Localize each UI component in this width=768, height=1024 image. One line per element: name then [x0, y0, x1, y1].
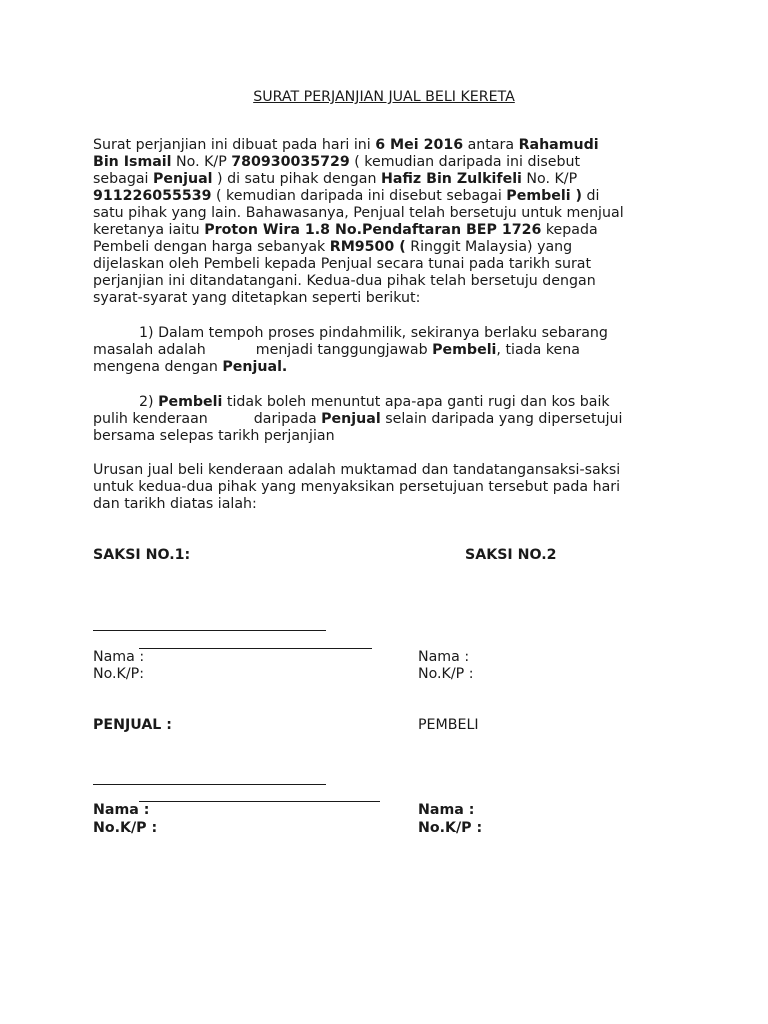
closing-paragraph [93, 462, 653, 513]
witness-1-name-label: Nama : [93, 649, 145, 665]
intro-text: ) di satu pihak dengan [212, 171, 381, 187]
intro-text: di [582, 188, 600, 204]
seller-role: Penjual [152, 171, 213, 187]
clause-text: daripada [253, 411, 322, 427]
closing-text: untuk kedua-dua pihak yang menyaksikan persetujuan tersebut pada hari [93, 479, 621, 495]
intro-text: Pembeli dengan harga sebanyak [93, 239, 330, 255]
clause-2 [93, 394, 653, 445]
clause-bold: Penjual. [222, 359, 288, 375]
intro-text: No. K/P [171, 154, 232, 170]
agreement-date: 6 Mei 2016 [375, 137, 464, 153]
buyer-heading: PEMBELI [418, 717, 479, 733]
clause-bold: Pembeli [432, 342, 497, 358]
intro-text: ( kemudian daripada ini disebut [349, 154, 581, 170]
intro-text: perjanjian ini ditandatangani. Kedua-dua pihak telah bersetuju dengan [93, 273, 596, 289]
intro-text: antara [463, 137, 519, 153]
closing-text: dan tarikh diatas ialah: [93, 496, 257, 512]
seller-name: Rahamudi [518, 137, 599, 153]
buyer-signature-line [139, 801, 380, 802]
clause-bold: Pembeli [158, 394, 223, 410]
intro-text: dijelaskan oleh Pembeli kepada Penjual secara tunai pada tarikh surat [93, 256, 592, 272]
witness-1-ic-label: No.K/P: [93, 666, 144, 682]
buyer-name-label: Nama : [418, 802, 475, 818]
intro-text: sebagai [93, 171, 153, 187]
witness-2-ic-label: No.K/P : [418, 666, 474, 682]
closing-text: Urusan jual beli kenderaan adalah muktamad dan tandatangansaksi-saksi [93, 462, 621, 478]
seller-ic-label: No.K/P : [93, 820, 158, 836]
intro-text: kepada [541, 222, 598, 238]
intro-text: keretanya iaitu [93, 222, 205, 238]
seller-name: Bin Ismail [93, 154, 172, 170]
witness-1-heading: SAKSI NO.1: [93, 547, 191, 563]
clause-text: , tiada kena [496, 342, 580, 358]
clause-text: 2) [139, 394, 159, 410]
intro-text: syarat-syarat yang ditetapkan seperti berikut: [93, 290, 421, 306]
buyer-ic-label: No.K/P : [418, 820, 483, 836]
buyer-ic: 911226055539 [93, 188, 212, 204]
clause-text: mengena dengan [93, 359, 223, 375]
clause-text: pulih kenderaan [93, 411, 208, 427]
seller-heading: PENJUAL : [93, 717, 172, 733]
clause-text: 1) Dalam tempoh proses pindahmilik, sekiranya berlaku sebarang [139, 325, 608, 341]
witness-1-signature-line [93, 630, 326, 631]
buyer-role: Pembeli ) [506, 188, 583, 204]
intro-text: satu pihak yang lain. Bahawasanya, Penjual telah bersetuju untuk menjual [93, 205, 624, 221]
intro-text: No. K/P [521, 171, 578, 187]
seller-signature-line [93, 784, 326, 785]
clause-text: bersama selepas tarikh perjanjian [93, 428, 335, 444]
buyer-name: Hafiz Bin Zulkifeli [380, 171, 522, 187]
witness-2-heading: SAKSI NO.2 [465, 547, 557, 563]
seller-name-label: Nama : [93, 802, 150, 818]
intro-text: ( kemudian daripada ini disebut sebagai [211, 188, 507, 204]
intro-paragraph [93, 137, 653, 307]
intro-text: Surat perjanjian ini dibuat pada hari ini [93, 137, 376, 153]
witness-2-signature-line [139, 648, 372, 649]
clause-text: selain daripada yang dipersetujui [380, 411, 623, 427]
clause-text: masalah adalah [93, 342, 206, 358]
document-title: SURAT PERJANJIAN JUAL BELI KERETA [253, 89, 515, 105]
seller-ic: 780930035729 [231, 154, 350, 170]
clause-bold: Penjual [321, 411, 381, 427]
witness-2-name-label: Nama : [418, 649, 470, 665]
clause-text: tidak boleh menuntut apa-apa ganti rugi dan kos baik [222, 394, 610, 410]
clause-1 [93, 325, 653, 376]
clause-text: menjadi tanggungjawab [255, 342, 433, 358]
price: RM9500 ( [329, 239, 406, 255]
intro-text: Ringgit Malaysia) yang [405, 239, 573, 255]
car-details: Proton Wira 1.8 No.Pendaftaran BEP 1726 [204, 222, 542, 238]
